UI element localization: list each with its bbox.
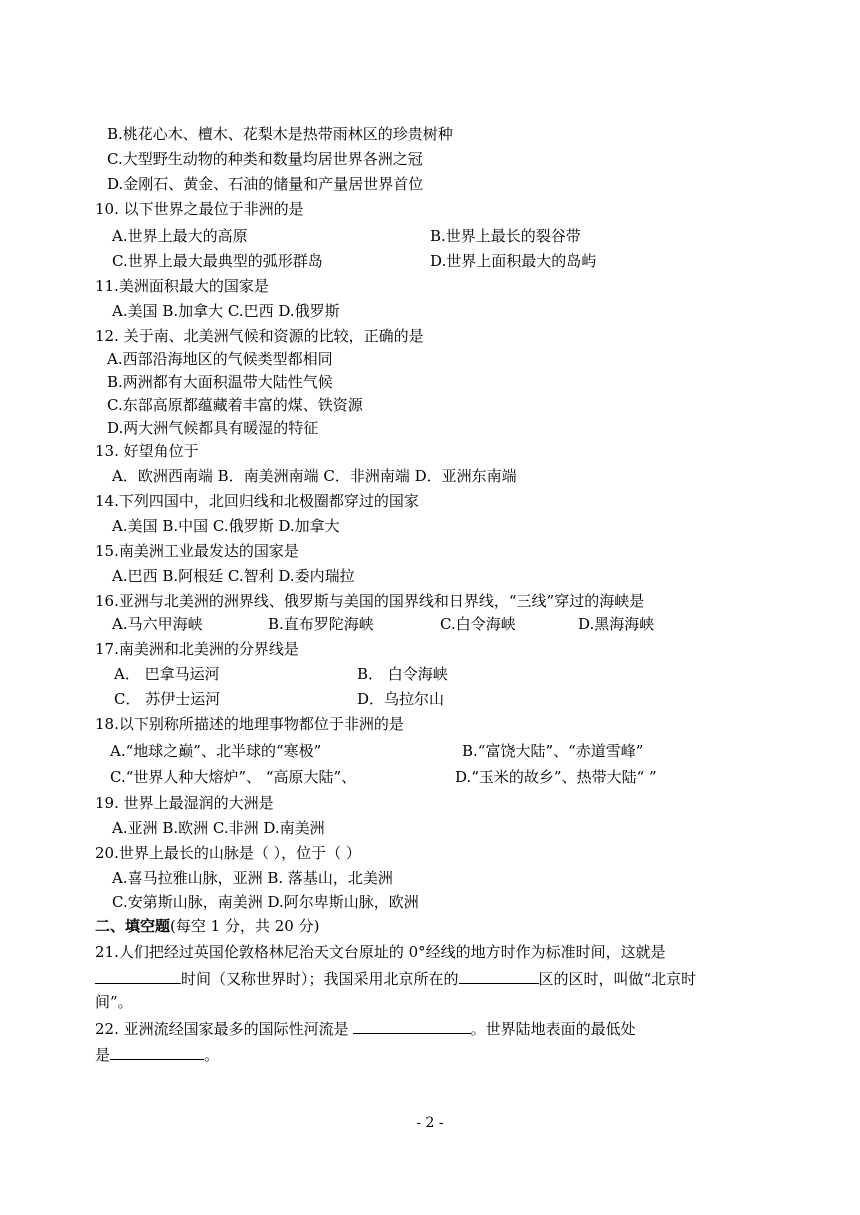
q20-options-line1: A.喜马拉雅山脉，亚洲 B. 落基山，北美洲 (112, 869, 393, 887)
q16-option-d: D.黑海海峡 (578, 615, 655, 633)
q12-option-a: A.西部沿海地区的气候类型都相同 (107, 350, 333, 368)
q18-option-b: B.“富饶大陆”、“赤道雪峰” (462, 742, 644, 760)
q12-option-b: B.两洲都有大面积温带大陆性气候 (107, 373, 333, 391)
q11-stem: 11.美洲面积最大的国家是 (95, 277, 269, 295)
q16-option-a: A.马六甲海峡 (112, 615, 203, 633)
q10-option-c: C.世界上最大最典型的弧形群岛 (112, 252, 323, 270)
q22-line2 (95, 1044, 219, 1064)
q21-text-part2: 区的区时，叫做“北京时 (538, 970, 697, 988)
q14-stem: 14.下列四国中，北回归线和北极圈都穿过的国家 (95, 492, 419, 510)
q17-option-c: C． 苏伊士运河 (114, 690, 221, 708)
section-title: 二、填空题 (95, 917, 171, 935)
q12-option-c: C.东部高原都蕴藏着丰富的煤、铁资源 (107, 396, 363, 414)
q21-line2 (95, 968, 696, 988)
q12-option-d: D.两大洲气候都具有暖湿的特征 (107, 419, 319, 437)
q17-option-a: A． 巴拿马运河 (114, 665, 220, 683)
answer-blank[interactable] (353, 1018, 471, 1034)
q19-options: A.亚洲 B.欧洲 C.非洲 D.南美洲 (112, 819, 325, 837)
answer-blank[interactable] (95, 968, 181, 984)
q9-option-b: B.桃花心木、檀木、花梨木是热带雨林区的珍贵树种 (107, 125, 453, 143)
q12-stem: 12. 关于南、北美洲气候和资源的比较，正确的是 (95, 327, 424, 345)
q22-text-part1: 22. 亚洲流经国家最多的国际性河流是 (95, 1020, 349, 1038)
q16-stem: 16.亚洲与北美洲的洲界线、俄罗斯与美国的国界线和日界线，“三线”穿过的海峡是 (95, 592, 645, 610)
q10-option-b: B.世界上最长的裂谷带 (430, 227, 581, 245)
q21-line1: 21.人们把经过英国伦敦格林尼治天文台原址的 0°经线的地方时作为标准时间，这就是 (95, 943, 666, 961)
q17-stem: 17.南美洲和北美洲的分界线是 (95, 640, 299, 658)
q14-options: A.美国 B.中国 C.俄罗斯 D.加拿大 (112, 517, 340, 535)
q16-option-b: B.直布罗陀海峡 (268, 615, 374, 633)
q18-stem: 18.以下别称所描述的地理事物都位于非洲的是 (95, 715, 404, 733)
q21-line3: 间”。 (95, 993, 133, 1011)
answer-blank[interactable] (110, 1044, 204, 1060)
q10-option-d: D.世界上面积最大的岛屿 (430, 252, 597, 270)
q16-option-c: C.白令海峡 (440, 615, 516, 633)
q10-stem: 10. 以下世界之最位于非洲的是 (95, 200, 304, 218)
q22-text-part3: 是 (95, 1046, 111, 1064)
q11-options: A.美国 B.加拿大 C.巴西 D.俄罗斯 (112, 302, 340, 320)
q9-option-d: D.金刚石、黄金、石油的储量和产量居世界首位 (107, 175, 424, 193)
q18-option-a: A.“地球之巅”、北半球的“寒极” (110, 742, 322, 760)
section-heading (95, 917, 319, 935)
q9-option-c: C.大型野生动物的种类和数量均居世界各洲之冠 (107, 150, 423, 168)
q20-stem: 20.世界上最长的山脉是（ ），位于（ ） (95, 844, 361, 862)
section-score-note: (每空 1 分，共 20 分) (170, 917, 320, 935)
q17-option-d: D．乌拉尔山 (357, 690, 445, 708)
q18-option-c: C.“世界人种大熔炉”、 “高原大陆”、 (110, 768, 357, 786)
q10-option-a: A.世界上最大的高原 (112, 227, 248, 245)
q20-options-line2: C.安第斯山脉，南美洲 D.阿尔卑斯山脉，欧洲 (112, 893, 419, 911)
q18-option-d: D.“玉米的故乡”、热带大陆“ ” (455, 768, 657, 786)
q15-stem: 15.南美洲工业最发达的国家是 (95, 542, 299, 560)
q13-stem: 13. 好望角位于 (95, 442, 199, 460)
q19-stem: 19. 世界上最湿润的大洲是 (95, 794, 274, 812)
q21-text-part1: 时间（又称世界时）；我国采用北京所在的 (181, 970, 459, 988)
q22-text-part4: 。 (204, 1046, 220, 1064)
q15-options: A.巴西 B.阿根廷 C.智利 D.委内瑞拉 (112, 567, 355, 585)
answer-blank[interactable] (459, 968, 539, 984)
q13-options: A．欧洲西南端 B．南美洲南端 C．非洲南端 D．亚洲东南端 (112, 467, 517, 485)
q22-text-part2: 。世界陆地表面的最低处 (470, 1020, 636, 1038)
q22-line1 (95, 1018, 636, 1038)
page-number: - 2 - (416, 1115, 444, 1131)
q17-option-b: B． 白令海峡 (357, 665, 448, 683)
